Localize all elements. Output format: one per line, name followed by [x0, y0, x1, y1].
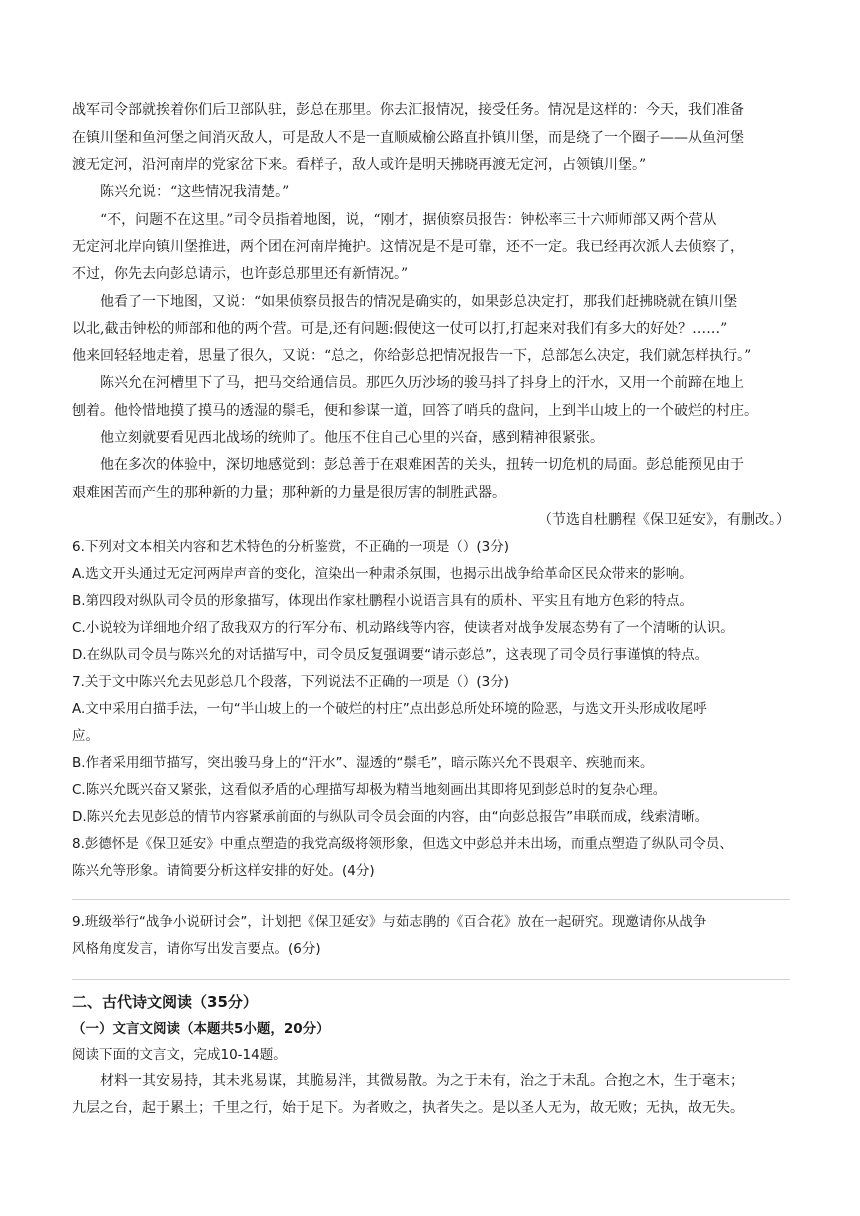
question-6-option-d: D.在纵队司令员与陈兴允的对话描写中，司令员反复强调要“请示彭总”，这表现了司令员行事谨慎的特点。	[72, 647, 709, 663]
passage-line: 渡无定河，沿河南岸的党家岔下来。看样子，敌人或许是明天拂晓再渡无定河，占领镇川堡。”	[72, 157, 647, 173]
section-heading: 二、古代诗文阅读（35分）	[72, 993, 258, 1011]
passage-line: 战军司令部就挨着你们后卫部队驻，彭总在那里。你去汇报情况，接受任务。情况是这样的：今天，我们准备	[72, 102, 744, 118]
passage-line: 他立刻就要看见西北战场的统帅了。他压不住自己心里的兴奋，感到精神很紧张。	[100, 430, 604, 446]
passage-line: 他看了一下地图，又说：“如果侦察员报告的情况是确实的，如果彭总决定打，那我们赶拂晓就在镇川堡	[100, 294, 738, 310]
subsection-heading: （一）文言文阅读（本题共5小题，20分）	[72, 1021, 330, 1037]
question-7-option-a-cont: 应。	[72, 728, 99, 744]
passage-line: 在镇川堡和鱼河堡之间消灭敌人，可是敌人不是一直顺威榆公路直扑镇川堡，而是绕了一个圈子——从鱼河堡	[72, 130, 744, 146]
question-8-line: 8.彭德怀是《保卫延安》中重点塑造的我党高级将领形象，但选文中彭总并未出场，而重点塑造了纵队司令员、	[72, 836, 733, 852]
passage-line: 无定河北岸向镇川堡推进，两个团在河南岸掩护。这情况是不是可靠，还不一定。我已经再次派人去侦察了，	[72, 239, 744, 255]
answer-divider	[72, 979, 790, 980]
question-7-stem: 7.关于文中陈兴允去见彭总几个段落，下列说法不正确的一项是（）(3分)	[72, 674, 510, 690]
passage-source: （节选自杜鹏程《保卫延安》，有删改。）	[538, 512, 790, 528]
passage-line: 陈兴允说：“这些情况我清楚。”	[100, 184, 290, 200]
passage-line: “不，问题不在这里。”司令员指着地图，说，“刚才，据侦察员报告：钟松率三十六师师部又两个营从	[100, 212, 717, 228]
classical-text-line: 九层之台，起于累土；千里之行，始于足下。为者败之，执者失之。是以圣人无为，故无败；无执，故无失。	[72, 1100, 744, 1116]
passage-line: 刨着。他怜惜地摸了摸马的透湿的鬃毛，便和参谋一道，回答了哨兵的盘问，上到半山坡上的一个破烂的村庄。	[72, 403, 758, 419]
question-6-option-a: A.选文开头通过无定河两岸声音的变化，渲染出一种肃杀氛围，也揭示出战争给革命区民众带来的影响。	[72, 566, 693, 582]
question-7-option-a: A.文中采用白描手法，一句“半山坡上的一个破烂的村庄”点出彭总所处环境的险恶，与选文开头形成收尾呼	[72, 701, 707, 717]
question-7-option-b: B.作者采用细节描写，突出骏马身上的“汗水”、湿透的“鬃毛”，暗示陈兴允不畏艰辛、疾驰而来。	[72, 755, 654, 771]
passage-line: 以北,截击钟松的师部和他的两个营。可是,还有问题:假使这一仗可以打,打起来对我们有多大的好处？……”	[72, 321, 728, 337]
question-8-line: 陈兴允等形象。请简要分析这样安排的好处。(4分)	[72, 863, 375, 879]
question-7-option-c: C.陈兴允既兴奋又紧张，这看似矛盾的心理描写却极为精当地刻画出其即将见到彭总时的复杂心理。	[72, 782, 667, 798]
answer-divider	[72, 899, 790, 900]
question-6-stem: 6.下列对文本相关内容和艺术特色的分析鉴赏，不正确的一项是（）(3分)	[72, 539, 510, 555]
passage-line: 他在多次的体验中，深切地感觉到：彭总善于在艰难困苦的关头，扭转一切危机的局面。彭总能预见由于	[100, 457, 744, 473]
passage-line: 他来回轻轻地走着，思量了很久，又说：“总之，你给彭总把情况报告一下，总部怎么决定，我们就怎样执行。”	[72, 348, 752, 364]
question-6-option-b: B.第四段对纵队司令员的形象描写，体现出作家杜鹏程小说语言具有的质朴、平实且有地方色彩的特点。	[72, 593, 694, 609]
passage-line: 陈兴允在河槽里下了马，把马交给通信员。那匹久历沙场的骏马抖了抖身上的汗水，又用一个前蹄在地上	[100, 375, 744, 391]
question-7-option-d: D.陈兴允去见彭总的情节内容紧承前面的与纵队司令员会面的内容，由“向彭总报告”串联而成，线索清晰。	[72, 809, 709, 825]
passage-line: 艰难困苦而产生的那种新的力量；那种新的力量是很厉害的制胜武器。	[72, 485, 506, 501]
question-6-option-c: C.小说较为详细地介绍了敌我双方的行军分布、机动路线等内容，使读者对战争发展态势有了一个清晰的认识。	[72, 620, 734, 636]
question-9-line: 9.班级举行“战争小说研讨会”，计划把《保卫延安》与茹志鹃的《百合花》放在一起研究。现邀请你从战争	[72, 914, 707, 930]
reading-instruction: 阅读下面的文言文，完成10-14题。	[72, 1047, 287, 1063]
passage-line: 不过，你先去向彭总请示，也许彭总那里还有新情况。”	[72, 266, 409, 282]
question-9-line: 风格角度发言，请你写出发言要点。(6分)	[72, 941, 321, 957]
classical-text-line: 材料一其安易持，其未兆易谋，其脆易泮，其微易散。为之于未有，治之于未乱。合抱之木，生于毫末；	[100, 1073, 744, 1089]
